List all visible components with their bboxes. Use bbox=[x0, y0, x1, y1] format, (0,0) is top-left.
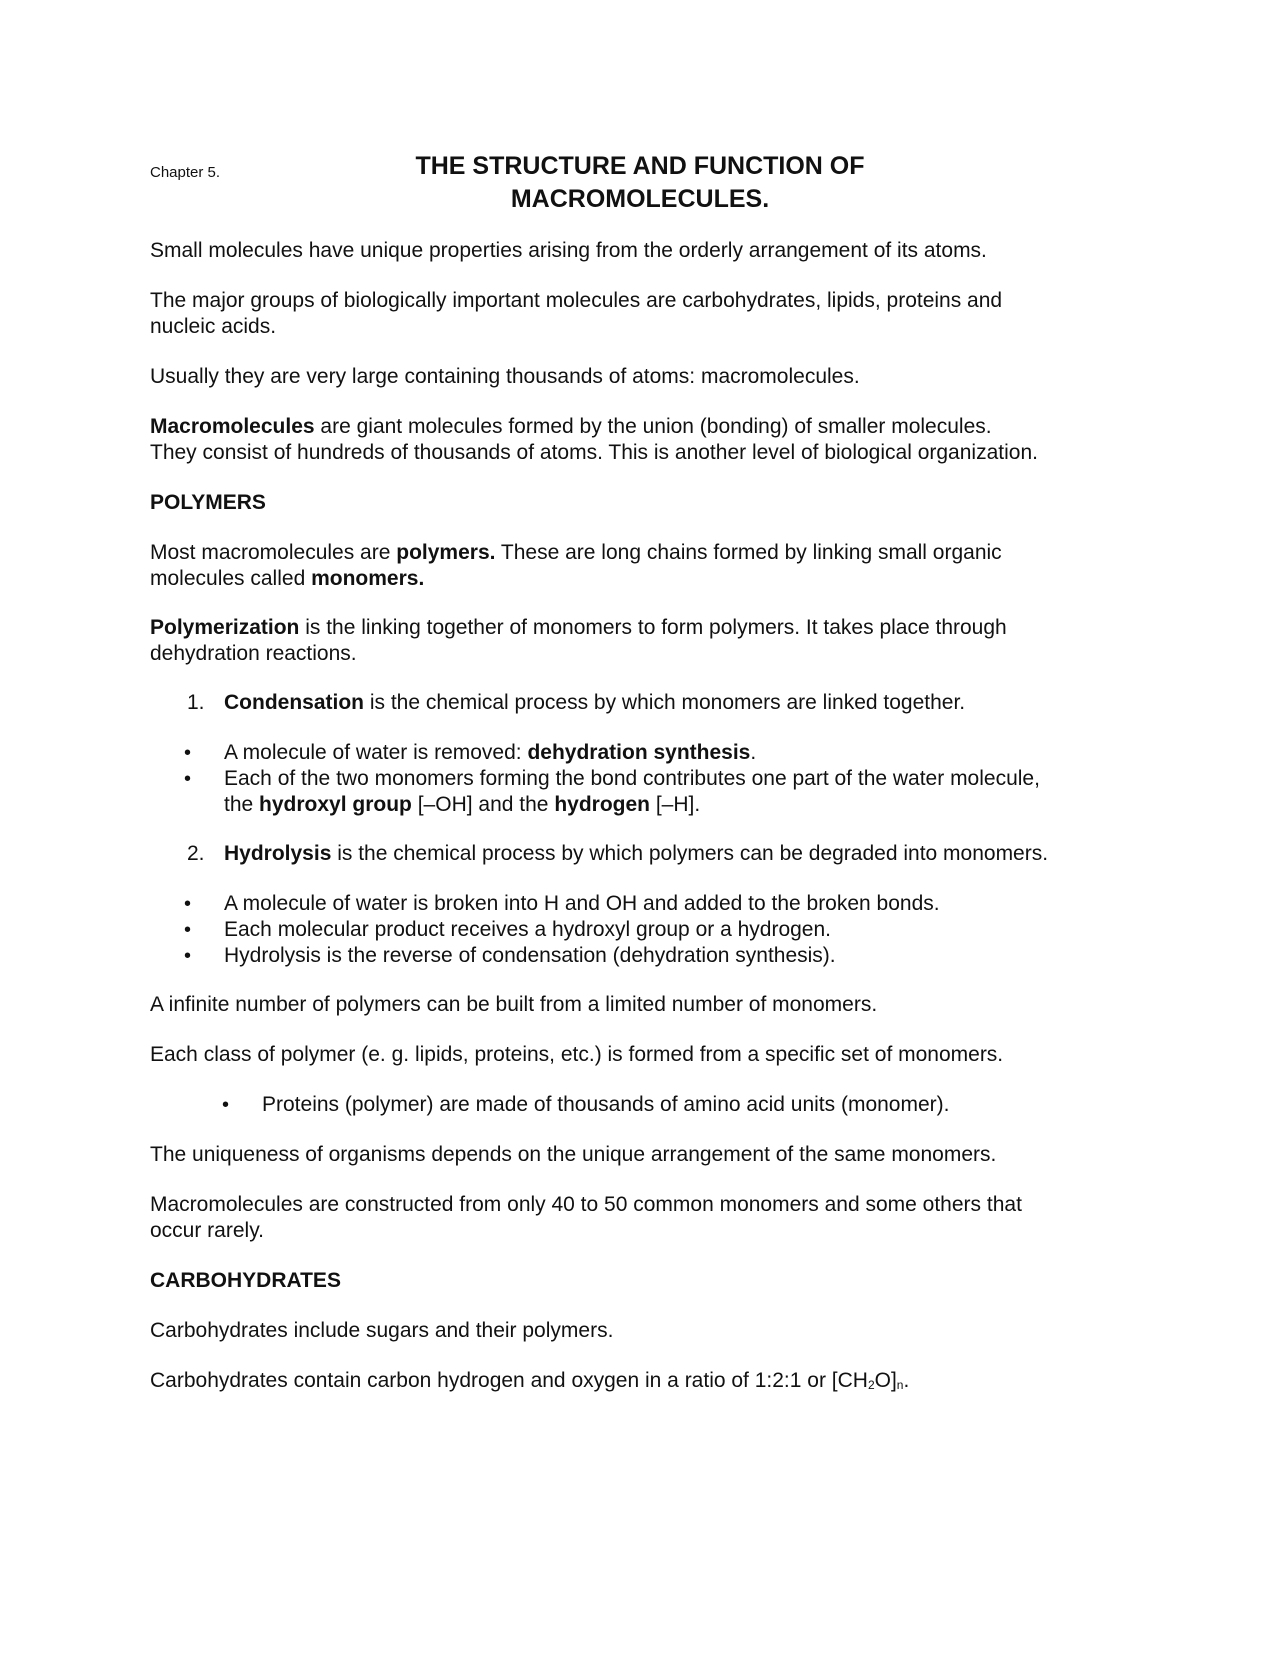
list-number-1: 1. bbox=[187, 691, 205, 714]
paragraph-small-molecules: Small molecules have unique properties arising from the orderly arrangement of its atoms. bbox=[150, 239, 987, 262]
paragraph-polymerization: Polymerization is the linking together of monomers to form polymers. It takes place through dehydration reactions. bbox=[150, 616, 1007, 665]
heading-polymers: POLYMERS bbox=[150, 491, 266, 514]
bullet-item-molecular-product: Each molecular product receives a hydroxyl group or a hydrogen. bbox=[224, 918, 831, 941]
paragraph-uniqueness: The uniqueness of organisms depends on the unique arrangement of the same monomers. bbox=[150, 1143, 997, 1166]
page-title bbox=[330, 150, 950, 216]
bullet-icon: • bbox=[184, 919, 192, 941]
bullet-icon: • bbox=[184, 945, 192, 967]
heading-carbohydrates: CARBOHYDRATES bbox=[150, 1269, 341, 1292]
bullet-item-monomers-bond: Each of the two monomers forming the bond contributes one part of the water molecule, the hydroxyl group [–OH] and the hydrogen [–H]. bbox=[224, 767, 1040, 816]
bullet-item-dehydration: A molecule of water is removed: dehydration synthesis. bbox=[224, 741, 757, 764]
paragraph-infinite-polymers: A infinite number of polymers can be built from a limited number of monomers. bbox=[150, 993, 878, 1016]
chapter-header bbox=[150, 150, 1140, 220]
title-line-2: MACROMOLECULES. bbox=[510, 185, 770, 213]
chapter-label: Chapter 5. bbox=[150, 164, 221, 181]
title-line-1: THE STRUCTURE AND FUNCTION OF bbox=[415, 152, 865, 180]
paragraph-macromolecules: Macromolecules are giant molecules formed by the union (bonding) of smaller molecules. They consist of hundreds of thousands of atoms. This is another level of biological organization. bbox=[150, 415, 1038, 464]
bullet-item-proteins: Proteins (polymer) are made of thousands of amino acid units (monomer). bbox=[262, 1093, 950, 1116]
bullet-icon: • bbox=[222, 1094, 230, 1116]
bullet-icon: • bbox=[184, 893, 192, 915]
paragraph-carbs-ratio: Carbohydrates contain carbon hydrogen and oxygen in a ratio of 1:2:1 or $[CH_2O]_n$. bbox=[150, 1369, 910, 1392]
paragraph-major-groups: The major groups of biologically important molecules are carbohydrates, lipids, proteins and nucleic acids. bbox=[150, 289, 1003, 338]
bullet-icon: • bbox=[184, 742, 192, 764]
list-item-hydrolysis: Hydrolysis is the chemical process by which polymers can be degraded into monomers. bbox=[224, 842, 1049, 865]
paragraph-carbs-include: Carbohydrates include sugars and their polymers. bbox=[150, 1319, 614, 1342]
list-number-2: 2. bbox=[187, 842, 205, 865]
paragraph-constructed: Macromolecules are constructed from only 40 to 50 common monomers and some others that occur rarely. bbox=[150, 1193, 1022, 1242]
bullet-icon: • bbox=[184, 768, 192, 790]
paragraph-each-class: Each class of polymer (e. g. lipids, proteins, etc.) is formed from a specific set of monomers. bbox=[150, 1043, 1004, 1066]
list-item-condensation: Condensation is the chemical process by which monomers are linked together. bbox=[224, 691, 966, 714]
paragraph-polymers: Most macromolecules are polymers. These are long chains formed by linking small organic molecules called monomers. bbox=[150, 541, 1002, 590]
bullet-item-reverse: Hydrolysis is the reverse of condensation (dehydration synthesis). bbox=[224, 944, 836, 967]
paragraph-very-large: Usually they are very large containing thousands of atoms: macromolecules. bbox=[150, 365, 860, 388]
bullet-item-water-broken: A molecule of water is broken into H and OH and added to the broken bonds. bbox=[224, 892, 940, 915]
